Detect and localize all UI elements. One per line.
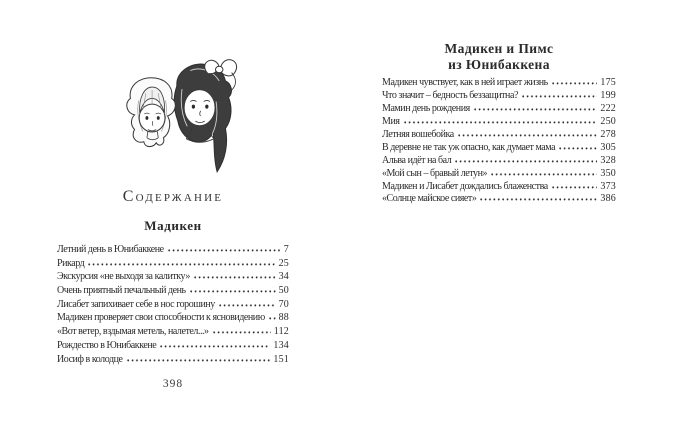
toc-entry-page: 199 bbox=[600, 89, 616, 101]
toc-leader-dots bbox=[190, 290, 276, 293]
toc-leader-dots bbox=[404, 121, 598, 124]
section-title-line2: из Юнибаккена bbox=[448, 56, 550, 72]
toc-leader-dots bbox=[458, 134, 598, 137]
toc-entry-title: «Мой сын – бравый летун» bbox=[382, 167, 488, 179]
toc-entry bbox=[382, 181, 616, 194]
toc-entry bbox=[382, 193, 616, 206]
toc-list-madiken bbox=[57, 244, 289, 367]
toc-entry bbox=[57, 354, 289, 368]
toc-entry bbox=[57, 299, 289, 313]
contents-heading: Содержание bbox=[122, 188, 224, 205]
toc-entry-title: Экскурсия «не выходя за калитку» bbox=[57, 271, 190, 283]
toc-entry bbox=[57, 244, 289, 258]
toc-entry-page: 112 bbox=[273, 326, 289, 338]
toc-entry-title: Мадикен и Лисабет дождались блаженства bbox=[382, 180, 548, 192]
toc-entry-title: Мия bbox=[382, 115, 400, 127]
toc-leader-dots bbox=[168, 249, 281, 252]
toc-entry bbox=[382, 90, 616, 103]
toc-entry-title: Мамин день рождения bbox=[382, 102, 470, 114]
toc-entry bbox=[382, 103, 616, 116]
toc-entry-title: Рождество в Юнибаккене bbox=[57, 339, 157, 351]
toc-entry bbox=[57, 326, 289, 340]
toc-entry-title: Летний день в Юнибаккене bbox=[57, 244, 164, 255]
toc-entry bbox=[57, 258, 289, 272]
toc-entry-title: «Солнце майское сияет» bbox=[382, 193, 477, 205]
toc-entry bbox=[382, 116, 616, 129]
toc-entry bbox=[382, 155, 616, 168]
two-girls-illustration bbox=[118, 58, 244, 176]
toc-entry-page: 50 bbox=[278, 285, 289, 297]
toc-leader-dots bbox=[480, 198, 597, 201]
toc-entry-page: 373 bbox=[600, 180, 616, 192]
toc-leader-dots bbox=[552, 82, 598, 85]
toc-entry-title: Лисабет запихивает себе в нос горошину bbox=[57, 298, 215, 310]
toc-entry-title: Мадикен проверяет свои способности к ясновидению bbox=[57, 312, 265, 324]
toc-entry bbox=[57, 285, 289, 299]
toc-entry-page: 25 bbox=[278, 257, 289, 269]
toc-entry-page: 278 bbox=[600, 128, 616, 140]
toc-entry bbox=[382, 168, 616, 181]
toc-entry-title: Мадикен чувствует, как в ней играет жизнь bbox=[382, 77, 548, 88]
section-title-madiken: Мадикен bbox=[144, 218, 202, 233]
toc-entry-page: 386 bbox=[600, 193, 616, 205]
toc-entry-title: Летняя вошебойка bbox=[382, 128, 454, 140]
toc-leader-dots bbox=[213, 331, 271, 334]
toc-leader-dots bbox=[219, 304, 276, 307]
toc-entry-title: Очень приятный печальный день bbox=[57, 285, 186, 297]
toc-entry bbox=[382, 77, 616, 90]
toc-entry-page: 305 bbox=[600, 141, 616, 153]
toc-entry-title: Альва идёт на бал bbox=[382, 154, 452, 166]
toc-entry bbox=[382, 129, 616, 142]
toc-entry-page: 328 bbox=[600, 154, 616, 166]
toc-leader-dots bbox=[160, 345, 270, 348]
toc-entry-title: Рикард bbox=[57, 257, 85, 269]
toc-leader-dots bbox=[269, 317, 276, 320]
toc-entry bbox=[57, 271, 289, 285]
toc-entry-page: 88 bbox=[278, 312, 289, 324]
toc-leader-dots bbox=[455, 160, 597, 163]
toc-leader-dots bbox=[559, 147, 597, 150]
toc-leader-dots bbox=[474, 108, 598, 111]
toc-entry-page: 34 bbox=[278, 271, 289, 283]
toc-leader-dots bbox=[552, 186, 598, 189]
toc-entry-page: 222 bbox=[600, 102, 616, 114]
toc-entry-title: Что значит – бедность беззащитна? bbox=[382, 89, 518, 101]
toc-entry-page: 175 bbox=[600, 77, 616, 88]
toc-leader-dots bbox=[127, 359, 271, 362]
toc-entry bbox=[57, 340, 289, 354]
toc-entry-page: 70 bbox=[278, 298, 289, 310]
older-girl-sketch bbox=[174, 60, 236, 172]
toc-entry-page: 151 bbox=[273, 353, 289, 365]
toc-list-madiken-and-pims bbox=[382, 77, 616, 206]
section-title-line1: Мадикен и Пимс bbox=[444, 41, 554, 56]
toc-entry bbox=[57, 312, 289, 326]
toc-entry-title: «Вот ветер, вздымая метель, налетел...» bbox=[57, 326, 209, 338]
toc-entry-page: 134 bbox=[273, 339, 289, 351]
toc-entry-title: В деревне не так уж опасно, как думает мама bbox=[382, 141, 556, 153]
section-title-madiken-and-pims bbox=[382, 41, 616, 72]
toc-leader-dots bbox=[88, 263, 275, 266]
toc-entry-page: 7 bbox=[283, 244, 289, 255]
toc-leader-dots bbox=[194, 276, 276, 279]
younger-girl-sketch bbox=[127, 78, 176, 147]
page-folio-number: 398 bbox=[162, 378, 184, 390]
toc-entry bbox=[382, 142, 616, 155]
toc-entry-page: 350 bbox=[600, 167, 616, 179]
toc-entry-page: 250 bbox=[600, 115, 616, 127]
toc-entry-title: Иосиф в колодце bbox=[57, 353, 123, 365]
toc-leader-dots bbox=[491, 173, 597, 176]
toc-leader-dots bbox=[522, 95, 597, 98]
